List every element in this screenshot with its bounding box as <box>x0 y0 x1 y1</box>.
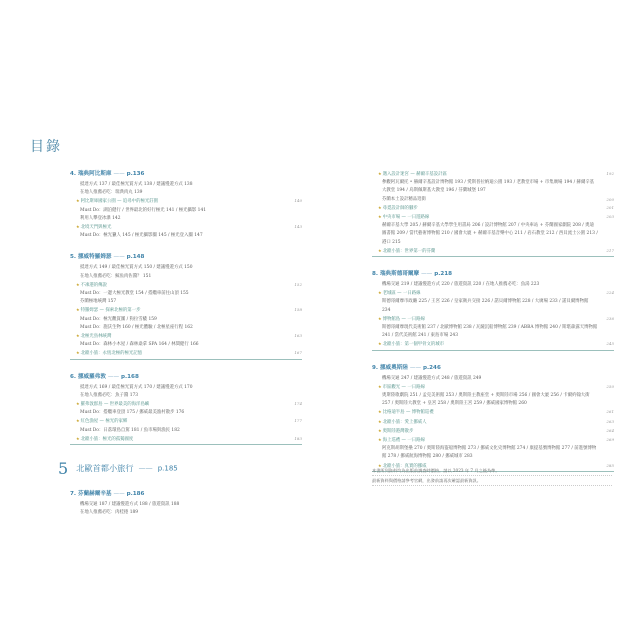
section-page: p.246 <box>423 364 441 371</box>
entry-text: 機場交通 219 / 建議慢遊方式 220 / 旅遊資訊 220 / 在地人推薦必吃：魚湯 223 <box>382 282 540 288</box>
bullet-icon: ★ <box>76 418 80 424</box>
entry-page-number: 236 <box>606 315 614 321</box>
bullet-icon: ★ <box>378 171 382 176</box>
entry-text: Must Do：搭纜車登頂 175 / 挪威最美漁村散步 176 <box>80 410 185 416</box>
toc-topic[interactable] <box>70 223 302 232</box>
entry-text: 尋覓設計師的腳步 <box>382 205 418 211</box>
entry-page-number: 269 <box>606 437 614 443</box>
entry-text: Must Do：湖泊健行 / 世界最北的好行極光 141 / 極光攝影 141 <box>80 207 207 213</box>
bullet-icon: ★ <box>378 418 382 424</box>
entry-text: 阿比斯庫國家公園 — 追尋中的極光莊園 <box>80 199 159 205</box>
entry-page-number: 177 <box>294 418 302 424</box>
section-heading[interactable] <box>70 253 302 261</box>
toc-topic[interactable] <box>372 289 614 298</box>
toc-left-column <box>58 170 302 530</box>
bullet-icon: ★ <box>378 214 382 220</box>
bullet-icon: ★ <box>76 224 80 230</box>
toc-topic[interactable] <box>70 281 302 290</box>
entry-text: 奧斯陸港灣散步 <box>382 428 414 434</box>
entry-page-number: 264 <box>606 427 614 433</box>
toc-entry[interactable] <box>70 290 302 298</box>
entry-text: 參觀阿瓦爾托 • 赫爾辛基設計博物館 193 / 愛斯普拉納迪公園 193 / 老教堂市場 + 市集廣場 194 / 赫爾辛基大教堂 194 / 烏斯佩斯基大教堂 196 / 芬蘭城堡 197 <box>382 180 595 194</box>
section-dash: —— <box>107 373 120 380</box>
section-dash: —— <box>113 491 125 498</box>
entry-text: 斯德哥爾摩現代美術館 237 / 北歐博物館 238 / 瓦薩沉船博物館 239 / ABBA 博物館 240 / 斯堪森露天博物館 241 / 當代美術館 241 / 東島市場 243 <box>382 325 598 339</box>
entry-text: Must Do：極光觀賞團 / 狗拉雪橇 159 <box>80 316 157 322</box>
toc-entry[interactable] <box>70 215 302 223</box>
footnote-line: 最新資料與價格請參考官網，出發前請再次確認最新資訊。 <box>372 476 612 486</box>
bullet-icon: ★ <box>76 401 80 407</box>
entry-text: 阿克斯胡斯堡壘 270 / 奧斯陸海盜船博物館 273 / 挪威文化史博物館 274 / 康提基號博物館 277 / 前進號博物館 278 / 挪威航海博物館 280 / 挪威城市 283 <box>382 446 597 460</box>
entry-page-number: 200 <box>606 196 614 202</box>
bullet-icon: ★ <box>76 350 80 356</box>
bullet-icon: ★ <box>378 427 382 433</box>
toc-topic[interactable] <box>372 247 614 257</box>
entry-text: 在地人推薦必吃：鯨魚肉佐醬？ 151 <box>80 273 152 279</box>
bullet-icon: ★ <box>76 198 80 204</box>
bullet-icon: ★ <box>378 437 382 443</box>
toc-topic[interactable] <box>372 427 614 436</box>
footnote-line: 本書所列資料均為出版前調查時價格。請以 2023 年 7 月之後為準。 <box>372 466 612 476</box>
section-dash: —— <box>113 171 125 177</box>
entry-text: 北極光鳥林峽灣 <box>80 334 112 340</box>
toc-topic[interactable] <box>70 417 302 426</box>
entry-text: 邁入設計迷宮 — 赫爾辛基設計區 <box>382 172 447 177</box>
toc-entry[interactable] <box>70 298 302 306</box>
chapter-page: p.185 <box>157 464 178 473</box>
toc-section <box>372 364 614 472</box>
toc-entry[interactable] <box>70 341 302 349</box>
entry-text: Must Do：施沃生物 160 / 極光體驗 / 北極星座行程 162 <box>80 324 193 330</box>
entry-text: 機場交通 187 / 建議慢遊方式 188 / 旅遊資訊 188 <box>80 502 180 508</box>
bullet-icon: ★ <box>378 409 382 415</box>
toc-topic[interactable] <box>372 315 614 324</box>
entry-text: 北歐小旅：真實的挪威 <box>382 463 427 469</box>
toc-topic[interactable] <box>372 383 614 392</box>
bullet-icon: ★ <box>378 247 382 253</box>
entry-page-number: 167 <box>294 350 302 356</box>
section-title: 7. 芬蘭赫爾辛基 <box>70 491 112 498</box>
toc-entry[interactable] <box>70 264 302 272</box>
toc-entry[interactable] <box>372 324 614 340</box>
page-title: 目錄 <box>30 139 62 155</box>
bullet-icon: ★ <box>76 435 80 441</box>
section-title: 5. 挪威特羅姆瑟 <box>70 254 112 261</box>
section-dash: —— <box>421 271 433 278</box>
entry-text: 機場交通 247 / 建議慢遊方式 248 / 旅遊資訊 249 <box>382 375 482 381</box>
toc-section <box>70 253 302 359</box>
entry-text: 博物館島 — 一日路線 <box>382 316 425 322</box>
entry-text: Must Do：日落環島自駕 181 / 魚市場與漁民 182 <box>80 427 180 433</box>
toc-section <box>372 170 614 257</box>
bullet-icon: ★ <box>76 281 80 287</box>
bullet-icon: ★ <box>378 383 382 389</box>
entry-page-number: 203 <box>606 214 614 220</box>
toc-entry[interactable] <box>372 445 614 461</box>
section-page: p.136 <box>126 171 145 177</box>
entry-text: 不凍港的傳說 <box>80 282 107 288</box>
toc-entry[interactable] <box>70 392 302 400</box>
entry-page-number: 285 <box>606 462 614 468</box>
toc-entry[interactable] <box>70 509 302 517</box>
section-page: p.148 <box>126 254 145 261</box>
toc-entry[interactable] <box>372 222 614 247</box>
entry-page-number: 158 <box>294 307 302 313</box>
entry-text: Must Do：一邊大極光教堂 154 / 搭纜車前往山頂 155 <box>80 291 189 297</box>
toc-entry[interactable] <box>372 179 614 195</box>
section-title: 4. 瑞典阿比斯庫 <box>70 171 112 177</box>
toc-topic[interactable] <box>372 213 614 222</box>
entry-text: 北歐小旅：極光的孤獨國度 <box>80 436 134 442</box>
toc-entry[interactable] <box>70 501 302 509</box>
entry-text: 中央市場 — 一日遊路線 <box>382 215 430 221</box>
chapter-title: 北歐首都小旅行 <box>76 463 134 474</box>
toc-entry[interactable] <box>70 427 302 435</box>
toc-right-column <box>372 170 614 485</box>
toc-entry[interactable] <box>70 189 302 197</box>
section-title: 6. 挪威羅弗敦 <box>70 373 106 380</box>
entry-text: 北境天門與極光 <box>80 225 112 231</box>
section-title: 9. 挪威奧斯陸 <box>372 364 408 371</box>
toc-topic[interactable] <box>70 306 302 315</box>
toc-topic[interactable] <box>372 170 614 179</box>
entry-text: 比格迪半島 — 博物館巡禮 <box>382 410 434 416</box>
entry-page-number: 224 <box>606 290 614 296</box>
toc-topic[interactable] <box>372 436 614 445</box>
toc-entry[interactable] <box>70 232 302 240</box>
toc-entry[interactable] <box>372 375 614 383</box>
toc-section <box>372 270 614 351</box>
entry-text: 赫爾辛基大學 205 / 赫爾辛基大學學生用書局 206 / 設計博物館 207 / 中央車站 + 芬蘭國家劇院 208 / 奧迪圖書館 209 / 當代藝術博物館 210 / 國會大廈 + 赫爾辛基音樂中心 211 / 岩石教堂 212 / 西貝流士公園 213 / 港口 215 <box>382 223 598 245</box>
entry-page-number: 163 <box>294 333 302 339</box>
toc-topic[interactable] <box>372 408 614 417</box>
toc-topic[interactable] <box>372 340 614 350</box>
section-heading[interactable] <box>372 364 614 372</box>
entry-text: 北歐小旅：永恆北極的極光記憶 <box>80 351 143 357</box>
entry-page-number: 183 <box>294 435 302 441</box>
chapter-heading[interactable] <box>58 458 302 478</box>
section-heading[interactable] <box>372 270 614 278</box>
toc-section <box>70 170 302 240</box>
entry-page-number: 261 <box>606 409 614 415</box>
toc-entry[interactable] <box>70 181 302 189</box>
entry-text: Must Do：森林小木屋 / 森林桑拿 SPA 164 / 林間健行 166 <box>80 342 199 348</box>
toc-section <box>70 373 302 445</box>
toc-topic[interactable] <box>70 435 302 445</box>
toc-topic[interactable] <box>70 332 302 341</box>
entry-page-number: 263 <box>606 418 614 424</box>
toc-topic[interactable] <box>70 400 302 409</box>
entry-text: 芬蘭本土設計精品逛街 <box>382 196 426 202</box>
section-heading[interactable] <box>70 170 302 178</box>
entry-page-number: 217 <box>606 247 614 253</box>
entry-text: 在地人推薦必吃：肉桂捲 189 <box>80 510 139 516</box>
entry-text: 抵達方式 169 / 最佳極光賞方式 170 / 建議慢遊方式 170 <box>80 384 193 390</box>
chapter-number: 5 <box>58 459 69 479</box>
toc-entry[interactable] <box>70 207 302 215</box>
entry-page-number: 174 <box>294 401 302 407</box>
toc-entry[interactable] <box>70 316 302 324</box>
entry-page-number: 143 <box>294 224 302 230</box>
section-heading[interactable] <box>70 490 302 498</box>
entry-text: 市區觀光 — 一日路線 <box>382 384 425 390</box>
toc-entry[interactable] <box>70 409 302 417</box>
toc-entry[interactable] <box>372 392 614 408</box>
entry-text: 北歐小旅：第一個甲骨文的城市 <box>382 342 445 348</box>
toc-topic[interactable] <box>70 197 302 206</box>
section-page: p.218 <box>434 271 453 278</box>
entry-text: 羅弗敦群島 — 世界最美的海洋島嶼 <box>80 402 150 408</box>
entry-page-number: 152 <box>294 281 302 287</box>
entry-page-number: 201 <box>606 204 614 210</box>
toc-entry[interactable] <box>372 298 614 314</box>
bullet-icon: ★ <box>378 462 382 468</box>
entry-page-number: 140 <box>294 198 302 204</box>
entry-page-number: 245 <box>606 341 614 347</box>
entry-text: 紅色漁屋 — 極光的家鄉 <box>80 419 128 425</box>
entry-text: 在地人推薦必吃：魚子醬 173 <box>80 392 139 398</box>
section-heading[interactable] <box>70 373 302 381</box>
toc-entry[interactable] <box>372 196 614 204</box>
section-title: 8. 瑞典斯德哥爾摩 <box>372 271 420 278</box>
bullet-icon: ★ <box>378 315 382 321</box>
entry-page-number: 250 <box>606 383 614 389</box>
entry-text: 芬蘭極地峽灣 157 <box>80 299 117 305</box>
entry-text: 特羅姆瑟 — 探索北極的第一步 <box>80 308 141 314</box>
entry-text: 利用人攀登冰瀑 142 <box>80 215 121 221</box>
entry-text: 老城區 — 一日路線 <box>382 291 421 297</box>
toc-topic[interactable] <box>70 349 302 359</box>
section-dash: —— <box>409 364 422 371</box>
bullet-icon: ★ <box>378 204 382 210</box>
bullet-icon: ★ <box>76 333 80 339</box>
entry-page-number: 192 <box>606 171 614 176</box>
entry-text: 斯德哥爾摩市政廳 225 / 王宮 226 / 皇家衛兵交接 226 / 諾貝爾博物館 228 / 大廣場 233 / 諾貝爾博物館 234 <box>382 299 589 313</box>
entry-text: 北歐小旅：世界第一的芬蘭 <box>382 248 436 254</box>
bullet-icon: ★ <box>378 290 382 296</box>
toc-entry[interactable] <box>70 324 302 332</box>
entry-text: 海上巡禮 — 一日路線 <box>382 438 425 444</box>
bullet-icon: ★ <box>76 307 80 313</box>
toc-topic[interactable] <box>372 204 614 213</box>
entry-text: Must Do：極光獵人 145 / 極光攝影團 145 / 極光登入團 147 <box>80 233 203 239</box>
bullet-icon: ★ <box>378 341 382 347</box>
toc-entry[interactable] <box>70 384 302 392</box>
entry-text: 北歐小旅：愛上挪威人 <box>382 419 427 425</box>
chapter-dash: —— <box>138 464 153 473</box>
toc-entry[interactable] <box>372 281 614 289</box>
entry-text: 抵達方式 149 / 最佳極光賞方式 150 / 建議慢遊方式 150 <box>80 265 193 271</box>
entry-text: 抵達方式 137 / 最佳極光賞方式 138 / 建議慢遊方式 138 <box>80 182 193 187</box>
entry-text: 奧斯陸歌劇院 251 / 孟克美術館 253 / 奧斯陸主教座堂 + 奧斯陸市場 256 / 國會大廈 256 / 卡爾約翰大街 257 / 奧斯陸大教堂 + 皇宮 258 / 奧斯陸王宮 259 / 挪威國家博物館 260 <box>382 393 590 407</box>
section-page: p.168 <box>121 373 139 380</box>
toc-topic[interactable] <box>372 418 614 427</box>
section-dash: —— <box>113 254 125 261</box>
entry-text: 在地人推薦必吃：瑞典肉丸 139 <box>80 190 143 196</box>
toc-entry[interactable] <box>70 273 302 281</box>
section-page: p.186 <box>126 491 145 498</box>
toc-section <box>70 490 302 517</box>
